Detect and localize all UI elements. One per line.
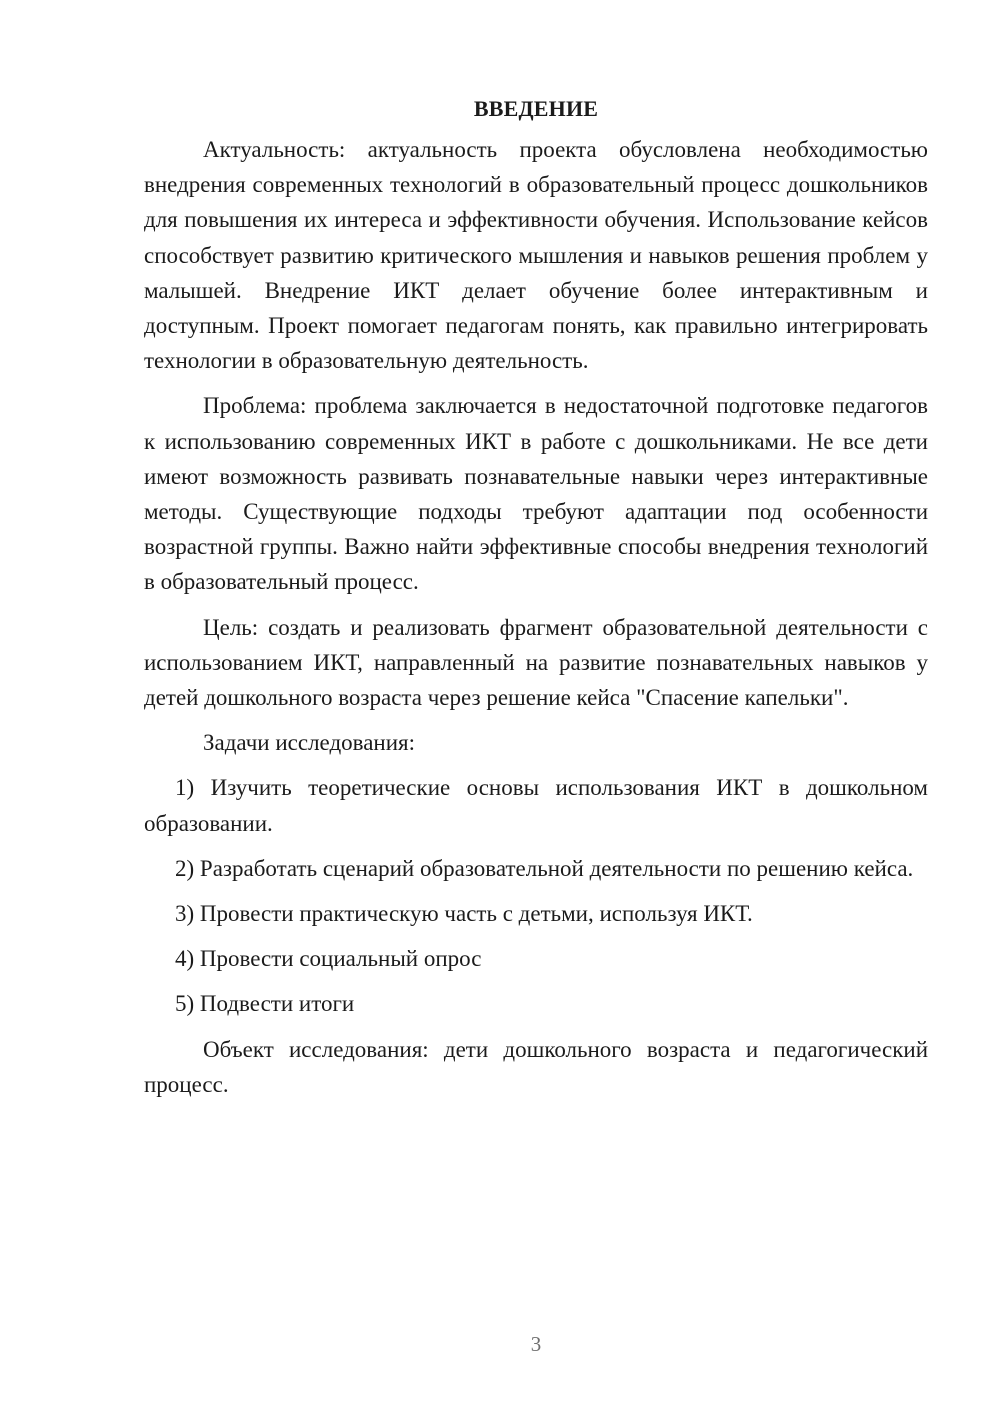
goal-paragraph: Цель: создать и реализовать фрагмент образовательной деятельности с использованием ИКТ, направленный на развитие познавательных навыков у детей дошкольного возраста через решение кейса "Спасение капельки". <box>144 614 928 711</box>
task-item-3: 3) Провести практическую часть с детьми, используя ИКТ. <box>175 901 753 927</box>
task-item-4: 4) Провести социальный опрос <box>175 946 482 972</box>
task-item-5: 5) Подвести итоги <box>175 991 355 1017</box>
research-object-paragraph: Объект исследования: дети дошкольного возраста и педагогический процесс. <box>144 1036 928 1097</box>
problem-paragraph: Проблема: проблема заключается в недостаточной подготовке педагогов к использованию современных ИКТ в работе с дошкольниками. Не все дети имеют возможность развивать познавательные навыки через интерактивные методы. Существующие подходы требуют адаптации под особенности возрастной группы. Важно найти эффективные способы внедрения технологий в образовательный процесс. <box>144 393 928 595</box>
tasks-heading: Задачи исследования: <box>203 730 416 756</box>
task-item-2: 2) Разработать сценарий образовательной деятельности по решению кейса. <box>175 855 914 881</box>
page-content <box>144 92 928 1112</box>
page-title: ВВЕДЕНИЕ <box>473 96 599 121</box>
relevance-paragraph: Актуальность: актуальность проекта обусловлена необходимостью внедрения современных технологий в образовательный процесс дошкольников для повышения их интереса и эффективности обучения. Использование кейсов способствует развитию критического мышления и навыков решения проблем у малышей. Внедрение ИКТ делает обучение более интерактивным и доступным. Проект помогает педагогам понять, как правильно интегрировать технологии в образовательную деятельность. <box>144 137 928 374</box>
task-item-1: 1) Изучить теоретические основы использования ИКТ в дошкольном образовании. <box>144 775 928 836</box>
page-number: 3 <box>530 1332 542 1356</box>
